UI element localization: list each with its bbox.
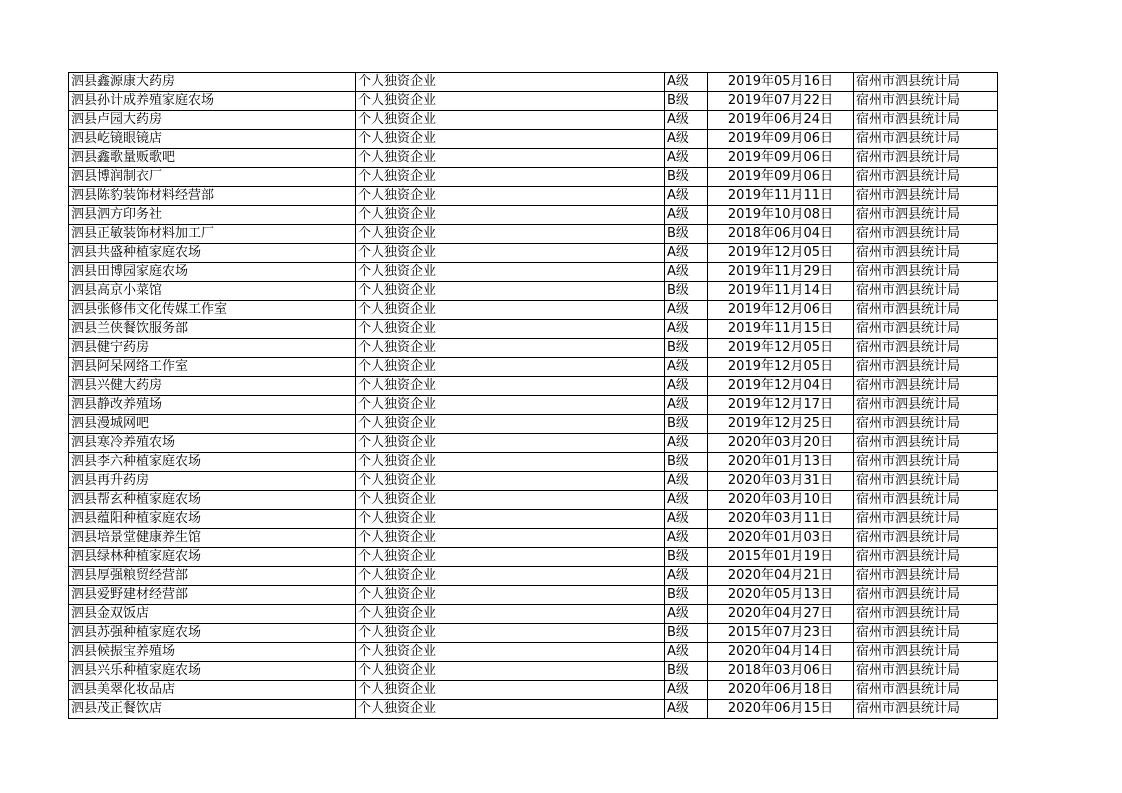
enterprise-type-cell: 个人独资企业 — [356, 434, 665, 453]
credit-grade-cell: A级 — [665, 320, 708, 339]
issuing-authority-cell: 宿州市泗县统计局 — [854, 415, 998, 434]
table-row — [69, 111, 998, 130]
table-row — [69, 320, 998, 339]
enterprise-name-cell: 泗县金双饭店 — [69, 605, 356, 624]
issuing-authority-cell: 宿州市泗县统计局 — [854, 643, 998, 662]
issuing-authority-cell: 宿州市泗县统计局 — [854, 282, 998, 301]
credit-grade-cell: A级 — [665, 491, 708, 510]
enterprise-name-cell: 泗县厚强粮贸经营部 — [69, 567, 356, 586]
credit-grade-cell: A级 — [665, 434, 708, 453]
credit-grade-cell: A级 — [665, 681, 708, 700]
enterprise-type-cell: 个人独资企业 — [356, 130, 665, 149]
table-row — [69, 301, 998, 320]
enterprise-name-cell: 泗县兴乐种植家庭农场 — [69, 662, 356, 681]
table-row — [69, 73, 998, 92]
enterprise-type-cell: 个人独资企业 — [356, 225, 665, 244]
rating-date-cell: 2019年11月14日 — [708, 282, 854, 301]
rating-date-cell: 2019年09月06日 — [708, 168, 854, 187]
credit-grade-cell: A级 — [665, 396, 708, 415]
rating-date-cell: 2019年12月06日 — [708, 301, 854, 320]
enterprise-name-cell: 泗县兰侠餐饮服务部 — [69, 320, 356, 339]
credit-grade-cell: A级 — [665, 111, 708, 130]
table-row — [69, 453, 998, 472]
credit-grade-cell: A级 — [665, 244, 708, 263]
enterprise-name-cell: 泗县田博园家庭农场 — [69, 263, 356, 282]
issuing-authority-cell: 宿州市泗县统计局 — [854, 453, 998, 472]
credit-grade-cell: A级 — [665, 643, 708, 662]
table-row — [69, 434, 998, 453]
enterprise-name-cell: 泗县茂正餐饮店 — [69, 700, 356, 719]
table-row — [69, 282, 998, 301]
enterprise-name-cell: 泗县美翠化妆品店 — [69, 681, 356, 700]
credit-grade-cell: A级 — [665, 510, 708, 529]
enterprise-type-cell: 个人独资企业 — [356, 339, 665, 358]
rating-date-cell: 2015年01月19日 — [708, 548, 854, 567]
credit-grade-cell: A级 — [665, 567, 708, 586]
credit-grade-cell: A级 — [665, 377, 708, 396]
credit-grade-cell: A级 — [665, 472, 708, 491]
credit-grade-cell: B级 — [665, 624, 708, 643]
enterprise-type-cell: 个人独资企业 — [356, 396, 665, 415]
credit-grade-cell: A级 — [665, 130, 708, 149]
enterprise-type-cell: 个人独资企业 — [356, 301, 665, 320]
enterprise-name-cell: 泗县博润制衣厂 — [69, 168, 356, 187]
rating-date-cell: 2020年04月21日 — [708, 567, 854, 586]
table-row — [69, 491, 998, 510]
table-row — [69, 206, 998, 225]
issuing-authority-cell: 宿州市泗县统计局 — [854, 130, 998, 149]
enterprise-name-cell: 泗县爱野建材经营部 — [69, 586, 356, 605]
enterprise-name-cell: 泗县鑫歌量贩歌吧 — [69, 149, 356, 168]
enterprise-name-cell: 泗县共盛种植家庭农场 — [69, 244, 356, 263]
issuing-authority-cell: 宿州市泗县统计局 — [854, 605, 998, 624]
enterprise-type-cell: 个人独资企业 — [356, 149, 665, 168]
enterprise-name-cell: 泗县兴健大药房 — [69, 377, 356, 396]
table-row — [69, 130, 998, 149]
enterprise-type-cell: 个人独资企业 — [356, 453, 665, 472]
credit-grade-cell: A级 — [665, 263, 708, 282]
credit-grade-cell: A级 — [665, 206, 708, 225]
enterprise-type-cell: 个人独资企业 — [356, 73, 665, 92]
rating-date-cell: 2018年06月04日 — [708, 225, 854, 244]
enterprise-name-cell: 泗县绿林种植家庭农场 — [69, 548, 356, 567]
enterprise-name-cell: 泗县静改养殖场 — [69, 396, 356, 415]
rating-date-cell: 2020年03月10日 — [708, 491, 854, 510]
credit-grade-cell: B级 — [665, 225, 708, 244]
issuing-authority-cell: 宿州市泗县统计局 — [854, 567, 998, 586]
issuing-authority-cell: 宿州市泗县统计局 — [854, 168, 998, 187]
rating-date-cell: 2020年03月20日 — [708, 434, 854, 453]
enterprise-type-cell: 个人独资企业 — [356, 529, 665, 548]
rating-date-cell: 2020年01月03日 — [708, 529, 854, 548]
enterprise-name-cell: 泗县漫城网吧 — [69, 415, 356, 434]
rating-date-cell: 2019年09月06日 — [708, 149, 854, 168]
rating-date-cell: 2020年01月13日 — [708, 453, 854, 472]
table-row — [69, 339, 998, 358]
table-row — [69, 662, 998, 681]
issuing-authority-cell: 宿州市泗县统计局 — [854, 491, 998, 510]
enterprise-type-cell: 个人独资企业 — [356, 320, 665, 339]
issuing-authority-cell: 宿州市泗县统计局 — [854, 700, 998, 719]
table-row — [69, 377, 998, 396]
table-row — [69, 149, 998, 168]
issuing-authority-cell: 宿州市泗县统计局 — [854, 624, 998, 643]
enterprise-type-cell: 个人独资企业 — [356, 187, 665, 206]
credit-grade-cell: A级 — [665, 149, 708, 168]
enterprise-name-cell: 泗县正敏装饰材料加工厂 — [69, 225, 356, 244]
enterprise-type-cell: 个人独资企业 — [356, 206, 665, 225]
enterprise-type-cell: 个人独资企业 — [356, 605, 665, 624]
rating-date-cell: 2020年04月14日 — [708, 643, 854, 662]
rating-date-cell: 2020年06月18日 — [708, 681, 854, 700]
enterprise-type-cell: 个人独资企业 — [356, 358, 665, 377]
issuing-authority-cell: 宿州市泗县统计局 — [854, 149, 998, 168]
rating-date-cell: 2019年12月17日 — [708, 396, 854, 415]
credit-grade-cell: B级 — [665, 548, 708, 567]
issuing-authority-cell: 宿州市泗县统计局 — [854, 73, 998, 92]
credit-grade-cell: A级 — [665, 187, 708, 206]
rating-date-cell: 2019年12月04日 — [708, 377, 854, 396]
table-row — [69, 510, 998, 529]
enterprise-type-cell: 个人独资企业 — [356, 662, 665, 681]
credit-grade-cell: B级 — [665, 662, 708, 681]
rating-date-cell: 2019年06月24日 — [708, 111, 854, 130]
table-row — [69, 643, 998, 662]
enterprise-name-cell: 泗县李六种植家庭农场 — [69, 453, 356, 472]
enterprise-name-cell: 泗县寒冷养殖农场 — [69, 434, 356, 453]
rating-date-cell: 2019年12月05日 — [708, 244, 854, 263]
enterprise-type-cell: 个人独资企业 — [356, 586, 665, 605]
issuing-authority-cell: 宿州市泗县统计局 — [854, 263, 998, 282]
enterprise-type-cell: 个人独资企业 — [356, 643, 665, 662]
table-row — [69, 225, 998, 244]
table-row — [69, 415, 998, 434]
rating-date-cell: 2019年12月05日 — [708, 339, 854, 358]
rating-date-cell: 2019年05月16日 — [708, 73, 854, 92]
table-row — [69, 472, 998, 491]
table-row — [69, 396, 998, 415]
issuing-authority-cell: 宿州市泗县统计局 — [854, 472, 998, 491]
table-row — [69, 244, 998, 263]
credit-grade-cell: B级 — [665, 92, 708, 111]
enterprise-name-cell: 泗县泗方印务社 — [69, 206, 356, 225]
enterprise-name-cell: 泗县陈豹装饰材料经营部 — [69, 187, 356, 206]
enterprise-name-cell: 泗县健宁药房 — [69, 339, 356, 358]
issuing-authority-cell: 宿州市泗县统计局 — [854, 92, 998, 111]
table-row — [69, 263, 998, 282]
enterprise-name-cell: 泗县张修伟文化传媒工作室 — [69, 301, 356, 320]
credit-grade-cell: B级 — [665, 586, 708, 605]
enterprise-name-cell: 泗县孙计成养殖家庭农场 — [69, 92, 356, 111]
issuing-authority-cell: 宿州市泗县统计局 — [854, 434, 998, 453]
table-row — [69, 681, 998, 700]
credit-grade-cell: B级 — [665, 339, 708, 358]
rating-date-cell: 2019年09月06日 — [708, 130, 854, 149]
enterprise-credit-table — [68, 72, 998, 719]
table-row — [69, 605, 998, 624]
rating-date-cell: 2020年04月27日 — [708, 605, 854, 624]
enterprise-name-cell: 泗县苏强种植家庭农场 — [69, 624, 356, 643]
table-row — [69, 567, 998, 586]
enterprise-type-cell: 个人独资企业 — [356, 700, 665, 719]
issuing-authority-cell: 宿州市泗县统计局 — [854, 320, 998, 339]
credit-grade-cell: B级 — [665, 168, 708, 187]
table-row — [69, 529, 998, 548]
issuing-authority-cell: 宿州市泗县统计局 — [854, 206, 998, 225]
table-row — [69, 548, 998, 567]
table-row — [69, 700, 998, 719]
credit-grade-cell: B级 — [665, 415, 708, 434]
credit-grade-cell: A级 — [665, 700, 708, 719]
issuing-authority-cell: 宿州市泗县统计局 — [854, 187, 998, 206]
rating-date-cell: 2015年07月23日 — [708, 624, 854, 643]
issuing-authority-cell: 宿州市泗县统计局 — [854, 529, 998, 548]
enterprise-type-cell: 个人独资企业 — [356, 415, 665, 434]
issuing-authority-cell: 宿州市泗县统计局 — [854, 339, 998, 358]
issuing-authority-cell: 宿州市泗县统计局 — [854, 396, 998, 415]
enterprise-type-cell: 个人独资企业 — [356, 567, 665, 586]
credit-grade-cell: B级 — [665, 282, 708, 301]
issuing-authority-cell: 宿州市泗县统计局 — [854, 586, 998, 605]
issuing-authority-cell: 宿州市泗县统计局 — [854, 244, 998, 263]
issuing-authority-cell: 宿州市泗县统计局 — [854, 681, 998, 700]
credit-grade-cell: A级 — [665, 358, 708, 377]
credit-grade-cell: A级 — [665, 529, 708, 548]
rating-date-cell: 2019年12月05日 — [708, 358, 854, 377]
enterprise-type-cell: 个人独资企业 — [356, 377, 665, 396]
enterprise-type-cell: 个人独资企业 — [356, 263, 665, 282]
enterprise-type-cell: 个人独资企业 — [356, 681, 665, 700]
enterprise-name-cell: 泗县高京小菜馆 — [69, 282, 356, 301]
rating-date-cell: 2019年11月11日 — [708, 187, 854, 206]
rating-date-cell: 2019年12月25日 — [708, 415, 854, 434]
table-row — [69, 168, 998, 187]
enterprise-name-cell: 泗县屹镜眼镜店 — [69, 130, 356, 149]
rating-date-cell: 2019年07月22日 — [708, 92, 854, 111]
rating-date-cell: 2020年03月31日 — [708, 472, 854, 491]
enterprise-type-cell: 个人独资企业 — [356, 244, 665, 263]
rating-date-cell: 2020年06月15日 — [708, 700, 854, 719]
rating-date-cell: 2020年05月13日 — [708, 586, 854, 605]
enterprise-name-cell: 泗县鑫源康大药房 — [69, 73, 356, 92]
enterprise-name-cell: 泗县候振宝养殖场 — [69, 643, 356, 662]
enterprise-name-cell: 泗县帮玄种植家庭农场 — [69, 491, 356, 510]
rating-date-cell: 2020年03月11日 — [708, 510, 854, 529]
credit-grade-cell: A级 — [665, 301, 708, 320]
table-row — [69, 358, 998, 377]
enterprise-type-cell: 个人独资企业 — [356, 548, 665, 567]
enterprise-name-cell: 泗县再升药房 — [69, 472, 356, 491]
table-row — [69, 624, 998, 643]
credit-grade-cell: A级 — [665, 73, 708, 92]
issuing-authority-cell: 宿州市泗县统计局 — [854, 358, 998, 377]
enterprise-type-cell: 个人独资企业 — [356, 111, 665, 130]
rating-date-cell: 2019年11月29日 — [708, 263, 854, 282]
enterprise-name-cell: 泗县卢园大药房 — [69, 111, 356, 130]
enterprise-name-cell: 泗县蕴阳种植家庭农场 — [69, 510, 356, 529]
rating-date-cell: 2018年03月06日 — [708, 662, 854, 681]
enterprise-type-cell: 个人独资企业 — [356, 282, 665, 301]
enterprise-type-cell: 个人独资企业 — [356, 510, 665, 529]
rating-date-cell: 2019年10月08日 — [708, 206, 854, 225]
credit-grade-cell: A级 — [665, 605, 708, 624]
table-body — [69, 73, 998, 719]
enterprise-type-cell: 个人独资企业 — [356, 624, 665, 643]
enterprise-name-cell: 泗县培景堂健康养生馆 — [69, 529, 356, 548]
enterprise-type-cell: 个人独资企业 — [356, 472, 665, 491]
enterprise-type-cell: 个人独资企业 — [356, 168, 665, 187]
enterprise-name-cell: 泗县阿呆网络工作室 — [69, 358, 356, 377]
issuing-authority-cell: 宿州市泗县统计局 — [854, 662, 998, 681]
enterprise-type-cell: 个人独资企业 — [356, 491, 665, 510]
enterprise-type-cell: 个人独资企业 — [356, 92, 665, 111]
issuing-authority-cell: 宿州市泗县统计局 — [854, 377, 998, 396]
table-row — [69, 92, 998, 111]
credit-grade-cell: B级 — [665, 453, 708, 472]
issuing-authority-cell: 宿州市泗县统计局 — [854, 510, 998, 529]
table-row — [69, 586, 998, 605]
issuing-authority-cell: 宿州市泗县统计局 — [854, 548, 998, 567]
table-row — [69, 187, 998, 206]
issuing-authority-cell: 宿州市泗县统计局 — [854, 111, 998, 130]
rating-date-cell: 2019年11月15日 — [708, 320, 854, 339]
issuing-authority-cell: 宿州市泗县统计局 — [854, 301, 998, 320]
issuing-authority-cell: 宿州市泗县统计局 — [854, 225, 998, 244]
